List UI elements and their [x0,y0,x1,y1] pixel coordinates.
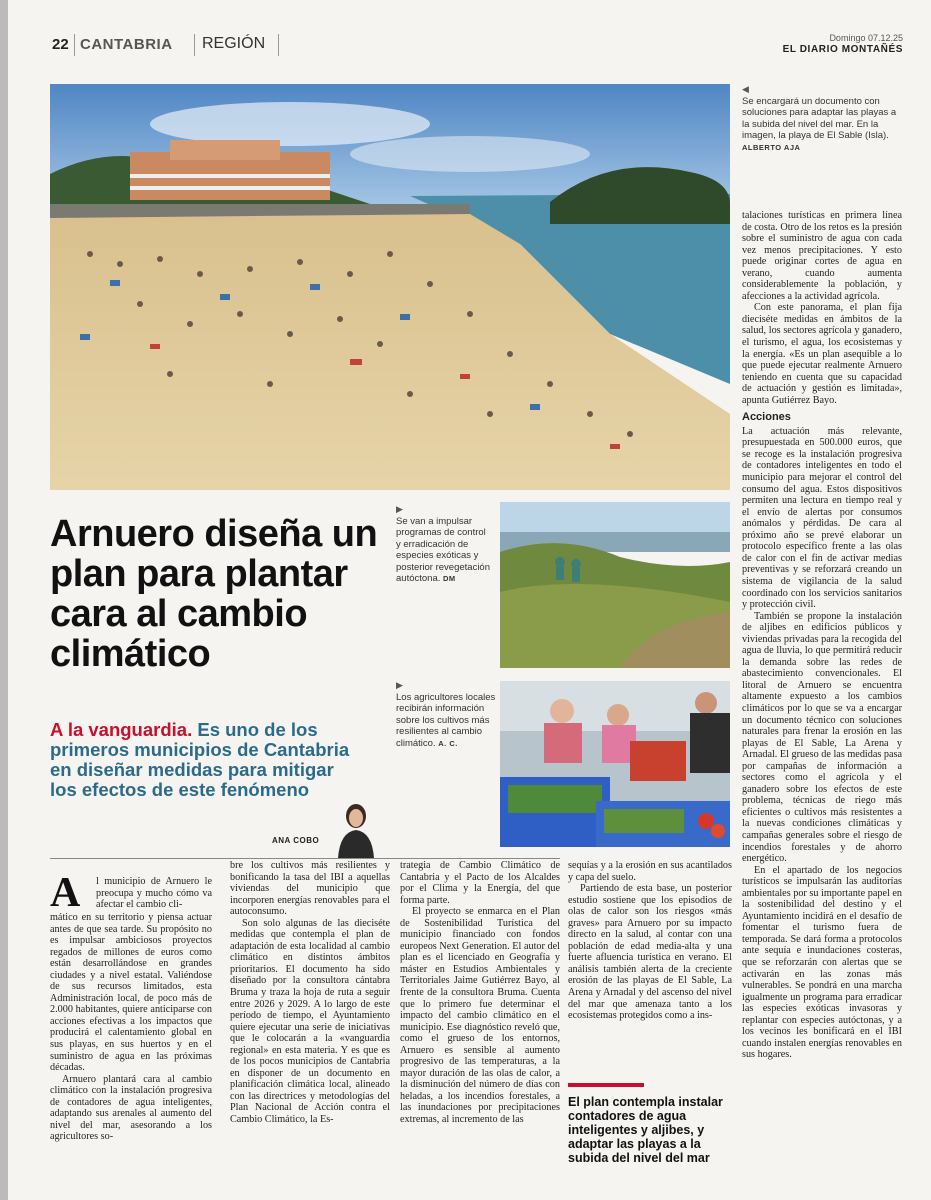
column-1-lead [96,876,212,911]
photo2-caption-text: Se van a impulsar programas de control y erradicación de especies exóticas y posterior revegetación autóctona. [396,515,490,584]
paragraph: Arnuero plantará cara al cambio climático con la instalación progresiva de contadores de agua inteligentes, adaptando sus arenales al aumento del nivel del mar, asesorando a los agricultores so- [50,1073,212,1143]
header-divider [278,34,279,56]
column-1 [50,912,212,1143]
caption-arrow-icon: ▶ [396,504,403,514]
paragraph: Con este panorama, el plan fija dieciséte medidas en ámbitos de la salud, los sectores agrícola y ganadero, el turismo, el agua, los ecosistemas y la energía. «Es un plan asequible a lo que puede ejecutar realmente Arnuero teniendo en cuenta que su capacidad de actuación y gestión es limitada», apunta Gutiérrez Bayo. [742,302,902,406]
author-portrait [332,798,380,858]
drop-cap: A [50,870,81,916]
deck-text: Es uno de los primeros municipios de Cantabria en diseñar medidas para mitigar los efectos de este fenómeno [50,719,350,800]
paragraph: El proyecto se enmarca en el Plan de Sostenibilidad Turística del municipio financiado con fondos europeos Next Generation. El autor del plan es el licenciado en Geografía y máster en Estudios Ambientales y Territoriales Jaime Gutiérrez Bayo, al frente de la consultora Bruma. Cuenta que lo primero fue determinar el impacto del cambio climático en el municipio. Ese diagnóstico reveló que, como el grueso de los entornos, Arnuero es sensible al aumento progresivo de las temperaturas, a la mayor duración de las olas de calor, a la disminución del número de días con heladas, a los incendios forestales, a las inundaciones por precipitaciones extremas, al incremento de las [400,906,560,1126]
header-divider [194,34,195,56]
page-number: 22 [52,36,69,53]
section-label: CANTABRIA [80,36,173,53]
deck-lead: A la vanguardia. [50,719,193,740]
article-headline: Arnuero diseña un plan para plantar cara al cambio climático [50,513,378,675]
article-deck [50,720,350,800]
hero-caption [742,84,902,153]
pullquote-rule [568,1083,644,1087]
photo2-credit: DM [443,574,456,583]
caption-arrow-icon: ◀ [742,84,749,94]
paragraph: bre los cultivos más resilientes y bonificando la tasa del IBI a aquellas viviendas del municipio que incorporen energías renovables para el autoconsumo. [230,860,390,918]
column-2 [230,860,390,1126]
newspaper-name: EL DIARIO MONTAÑÉS [782,44,903,55]
paragraph: sequías y a la erosión en sus acantilados y capa del suelo. [568,860,732,883]
hero-caption-text: Se encargará un documento con soluciones para adaptar las playas a la subida del nivel del mar. En la imagen, la playa de El Sable (Isla). [742,95,897,141]
paragraph: La actuación más relevante, presupuestada en 500.000 euros, que se recoge es la instalación progresiva de contadores inteligentes en todo el municipio para mejorar el control del consumo del agua. Estos dispositivos permiten una lectura en tiempo real y el envío de alertas por consumos anómalos y pérdidas. De cara al próximo año se prevé elaborar un protocolo específico frente a las olas de calor con el fin de activar medias preventivas y se reforzará creando un sistema de vigilancia de la salud coordinado con los servicios sanitarios y protección civil. [742,425,902,611]
issue-date: Domingo 07.12.25 [829,33,903,43]
subheading-acciones: Acciones [742,411,791,424]
photo-market-stall [500,681,730,847]
photo3-caption [396,680,496,749]
paragraph: Son solo algunas de las dieciséte medidas que contempla el plan de adaptación de esta localidad al cambio climático en distintos ámbitos prioritarios. El documento ha sido diseñado por la consultora cántabra Bruma y traza la hoja de ruta a seguir entre 2026 y 2029. A lo largo de este período de tiempo, el Ayuntamiento quiere ejecutar una serie de iniciativas que le colocarán a la «vanguardia regional» en esta materia. Y es que es de los pocos municipios de Cantabria en disponer de un documento en planificación climática local, alineado con las directrices y metodologías del Plan Nacional de Acción contra el Cambio Climático, la Es- [230,917,390,1126]
hero-photo-beach [50,84,730,490]
paragraph: talaciones turísticas en primera línea de costa. Otro de los retos es la presión sobre el suministro de agua con cada vez menos precipitaciones. Y esto puede originar cortes de agua en verano, cuando aumenta considerablemente la población, y afecciones a la actividad agrícola. [742,210,902,302]
hero-photo-credit: ALBERTO AJA [742,142,801,152]
paragraph: mático en su territorio y piensa actuar antes de que sea tarde. Su propósito no es impulsar ambiciosos proyectos regados de millones de euros como están desarrollándose en grandes ciudades y a nivel estatal. Valiéndose de sus recursos limitados, esta Administración local, de poco más de 2.000 habitantes, quiere anticiparse con acciones efectivas a los impactos que producirá el calentamiento global en sus playas, en sus huertos y en el suministro de agua en las próximas décadas. [50,912,212,1074]
subsection-label: REGIÓN [202,35,266,52]
photo2-caption [396,504,492,585]
photo-coastal-vegetation [500,502,730,668]
page-edge [0,0,8,1200]
paragraph: l municipio de Arnuero le preocupa y mucho cómo va afectar el cambio cli- [96,876,212,911]
paragraph: En el apartado de los negocios turísticos se impulsarán las auditorías ambientales por su importante papel en la sostenibilidad del destino y el Ayuntamiento incidirá en el desafío de fomentar el turismo fuera de temporada. Se dará forma a protocolos ante sequía e inundaciones costeras, que se reforzarán con alertas que se activarán en las zonas más vulnerables. Se pondrá en una marcha igualmente un programa para erradicar las especies exóticas invasoras y replantar con especies autóctonas, y a los vecinos les bonificará en el IBI cuando instalen energías renovables en sus hogares. [742,864,902,1061]
byline-divider [50,858,560,859]
paragraph: También se propone la instalación de aljibes en edificios públicos y viviendas privadas para la recogida del agua de lluvia, lo que permitirá reducir la demanda sobre las redes de abastecimiento convencionales. El litoral de Arnuero se encuentra altamente expuesto a los cambios climáticos por lo que se va a encargar un documento técnico con soluciones naturales para frenar la erosión en las playas de El Sable, La Arena y Arnadal. El grueso de las medidas pasa por campañas de información a sectores como el agrícola y el ganadero sobre los efectos de este problema, técnicas de riego más eficientes o cultivos más resistentes a la nuevas condiciones climáticas y campañas generales sobre el riesgo de incendios forestales y de ahorro energético. [742,610,902,865]
pullquote: El plan contempla instalar contadores de agua inteligentes y aljibes, y adaptar las playas a la subida del nivel del mar [568,1095,723,1165]
photo3-caption-text: Los agricultores locales recibirán información sobre los cultivos más resilientes al cambio climático. [396,691,496,749]
column-4 [568,860,732,1022]
author-byline: ANA COBO [272,836,320,845]
photo3-credit: A. C. [438,738,458,748]
column-3 [400,860,560,1126]
paragraph: trategia de Cambio Climático de Cantabria y el Pacto de los Alcaldes por el Clima y la Energía, del que forma parte. [400,860,560,906]
header-divider [74,34,75,56]
paragraph: Partiendo de esta base, un posterior estudio sostiene que los episodios de olas de calor son los riesgos «más graves» para Arnuero por su impacto directo en la salud, al contar con una población de edad media-alta y una fuerte afluencia turística en verano. El análisis también alerta de la creciente erosión de las playas de El Sable, La Arena y Arnadal y del ascenso del nivel del mar que amenaza tanto a los ecosistemas protegidos como a ins- [568,883,732,1022]
caption-arrow-icon: ▶ [396,680,403,690]
column-5 [742,210,902,1061]
